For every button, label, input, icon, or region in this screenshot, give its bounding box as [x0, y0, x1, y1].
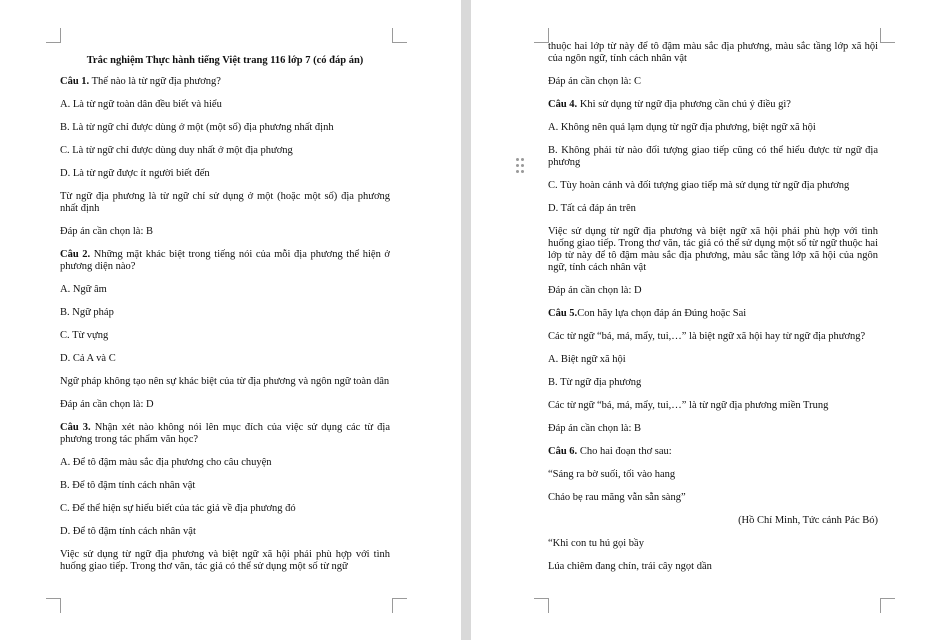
- crop-mark-bottom-right: [880, 598, 895, 613]
- paragraph-text: C. Để thể hiện sự hiểu biết của tác giả về địa phương đó: [60, 503, 296, 514]
- paragraph: [548, 203, 878, 215]
- paragraph-text: Đáp án cần chọn là: D: [60, 399, 154, 410]
- crop-mark-top-left: [46, 28, 61, 43]
- paragraph: [548, 122, 878, 134]
- crop-mark-bottom-right: [392, 598, 407, 613]
- paragraph: [548, 226, 878, 274]
- paragraph-text: Nhận xét nào không nói lên mục đích của việc sử dụng các từ địa phương trong tác phẩm văn học?: [60, 422, 390, 445]
- paragraph: [60, 249, 390, 273]
- paragraph: [60, 376, 390, 388]
- paragraph-text: Đáp án cần chọn là: B: [548, 423, 642, 434]
- paragraph: [60, 284, 390, 296]
- paragraph-text: “Sáng ra bờ suối, tối vào hang: [548, 469, 676, 480]
- paragraph: [60, 226, 390, 238]
- question-label: Câu 6.: [548, 446, 578, 457]
- paragraph-text: B. Để tô đậm tính cách nhân vật: [60, 480, 196, 491]
- question-label: Câu 2.: [60, 249, 91, 260]
- paragraph: [60, 353, 390, 365]
- question-label: Câu 1.: [60, 76, 90, 87]
- paragraph-text: Các từ ngữ “bá, má, mẩy, tui,…” là từ ngữ địa phương miền Trung: [548, 400, 829, 411]
- paragraph: [60, 76, 390, 88]
- paragraph-text: B. Ngữ pháp: [60, 307, 114, 318]
- paragraph: [60, 422, 390, 446]
- paragraph-text: (Hồ Chí Minh, Tức cảnh Pác Bó): [738, 515, 878, 526]
- paragraph: [60, 122, 390, 134]
- paragraph: [548, 285, 878, 297]
- paragraph-text: Đáp án cần chọn là: C: [548, 76, 642, 87]
- document-page-left: [0, 0, 461, 640]
- paragraph-text: “Khi con tu hú gọi bầy: [548, 538, 644, 549]
- paragraph-text: B. Từ ngữ địa phương: [548, 377, 642, 388]
- paragraph: [548, 354, 878, 366]
- paragraph: [60, 480, 390, 492]
- paragraph: [60, 307, 390, 319]
- paragraph-text: B. Không phải từ nào đối tượng giao tiếp cũng có thể hiểu được từ ngữ địa phương: [548, 145, 878, 168]
- paragraph: [60, 549, 390, 573]
- paragraph: [60, 330, 390, 342]
- document-page-right: [471, 0, 932, 640]
- paragraph: [548, 561, 878, 573]
- question-label: Câu 5.: [548, 308, 578, 319]
- crop-mark-top-left: [534, 28, 549, 43]
- paragraph-text: D. Là từ ngữ được ít người biết đến: [60, 168, 210, 179]
- paragraph: [60, 526, 390, 538]
- paragraph: [548, 377, 878, 389]
- paragraph: [548, 41, 878, 65]
- paragraph-text: Các từ ngữ “bá, má, mẩy, tui,…” là biệt ngữ xã hội hay từ ngữ địa phương?: [548, 331, 866, 342]
- paragraph-text: Việc sử dụng từ ngữ địa phương và biệt ngữ xã hội phải phù hợp với tình huống giao tiếp. Trong thơ văn, tác giả có thể sử dụng một số từ ngữ thuộc hai lớp từ này để tô đậm màu sắc địa phương, màu sắc tầng lớp xã hội của ngôn ngữ, tính cách nhân vật: [548, 226, 878, 273]
- document-title: Trắc nghiệm Thực hành tiếng Việt trang 116 lớp 7 (có đáp án): [86, 55, 364, 66]
- paragraph: [60, 99, 390, 111]
- page-body[interactable]: [548, 41, 878, 584]
- paragraph-text: Từ ngữ địa phương là từ ngữ chỉ sử dụng ở một (hoặc một số) địa phương nhất định: [60, 191, 390, 214]
- paragraph-text: Con hãy lựa chọn đáp án Đúng hoặc Sai: [577, 308, 747, 319]
- paragraph-text: A. Để tô đậm màu sắc địa phương cho câu chuyện: [60, 457, 272, 468]
- paragraph: [548, 180, 878, 192]
- paragraph: [548, 400, 878, 412]
- crop-mark-bottom-left: [46, 598, 61, 613]
- paragraph-text: C. Tùy hoàn cảnh và đối tượng giao tiếp mà sử dụng từ ngữ địa phương: [548, 180, 850, 191]
- paragraph: [548, 76, 878, 88]
- paragraph-text: Cháo bẹ rau măng vẫn sẵn sàng”: [548, 492, 686, 503]
- question-label: Câu 3.: [60, 422, 91, 433]
- paragraph: [60, 168, 390, 180]
- question-label: Câu 4.: [548, 99, 578, 110]
- paragraph-text: Cho hai đoạn thơ sau:: [577, 446, 672, 457]
- paragraph-text: Thế nào là từ ngữ địa phương?: [89, 76, 221, 87]
- paragraph-text: Đáp án cần chọn là: D: [548, 285, 642, 296]
- paragraph: [548, 515, 878, 527]
- paragraph: [60, 399, 390, 411]
- paragraph: [548, 145, 878, 169]
- paragraph-text: A. Ngữ âm: [60, 284, 107, 295]
- paragraph-text: Khi sử dụng từ ngữ địa phương cần chú ý điều gì?: [577, 99, 791, 110]
- paragraph-text: A. Là từ ngữ toàn dân đều biết và hiểu: [60, 99, 222, 110]
- paragraph-text: C. Là từ ngữ chỉ được dùng duy nhất ở một địa phương: [60, 145, 293, 156]
- paragraph: [548, 469, 878, 481]
- paragraph-text: A. Không nên quá lạm dụng từ ngữ địa phương, biệt ngữ xã hội: [548, 122, 816, 133]
- drag-handle-icon[interactable]: [516, 158, 524, 174]
- paragraph: [60, 503, 390, 515]
- paragraph-text: D. Tất cả đáp án trên: [548, 203, 636, 214]
- paragraph-text: Việc sử dụng từ ngữ địa phương và biệt ngữ xã hội phải phù hợp với tình huống giao tiếp. Trong thơ văn, tác giả có thể sử dụng một số từ ngữ: [60, 549, 390, 572]
- paragraph-text: Lúa chiêm đang chín, trái cây ngọt dần: [548, 561, 712, 572]
- paragraph-text: Những mặt khác biệt trong tiếng nói của mỗi địa phương thể hiện ở phương diện nào?: [60, 249, 390, 272]
- paragraph: [548, 492, 878, 504]
- paragraph-text: D. Để tô đậm tính cách nhân vật: [60, 526, 196, 537]
- paragraph-text: B. Là từ ngữ chỉ được dùng ở một (một số) địa phương nhất định: [60, 122, 334, 133]
- paragraph: [60, 457, 390, 469]
- paragraph: [60, 191, 390, 215]
- paragraph-text: thuộc hai lớp từ này để tô đậm màu sắc địa phương, màu sắc tầng lớp xã hội của ngôn ngữ, tính cách nhân vật: [548, 41, 878, 64]
- crop-mark-bottom-left: [534, 598, 549, 613]
- paragraph-text: D. Cả A và C: [60, 353, 116, 364]
- paragraph: [548, 99, 878, 111]
- paragraph-text: Đáp án cần chọn là: B: [60, 226, 154, 237]
- paragraph: [548, 423, 878, 435]
- page-body[interactable]: [60, 55, 390, 584]
- paragraph: [548, 446, 878, 458]
- paragraph: [548, 538, 878, 550]
- paragraph: [548, 308, 878, 320]
- paragraph-text: Ngữ pháp không tạo nên sự khác biệt của từ địa phương và ngôn ngữ toàn dân: [60, 376, 390, 387]
- paragraph-text: A. Biệt ngữ xã hội: [548, 354, 626, 365]
- crop-mark-top-right: [392, 28, 407, 43]
- crop-mark-top-right: [880, 28, 895, 43]
- paragraph-text: C. Từ vựng: [60, 330, 109, 341]
- paragraph: [548, 331, 878, 343]
- paragraph: [60, 145, 390, 157]
